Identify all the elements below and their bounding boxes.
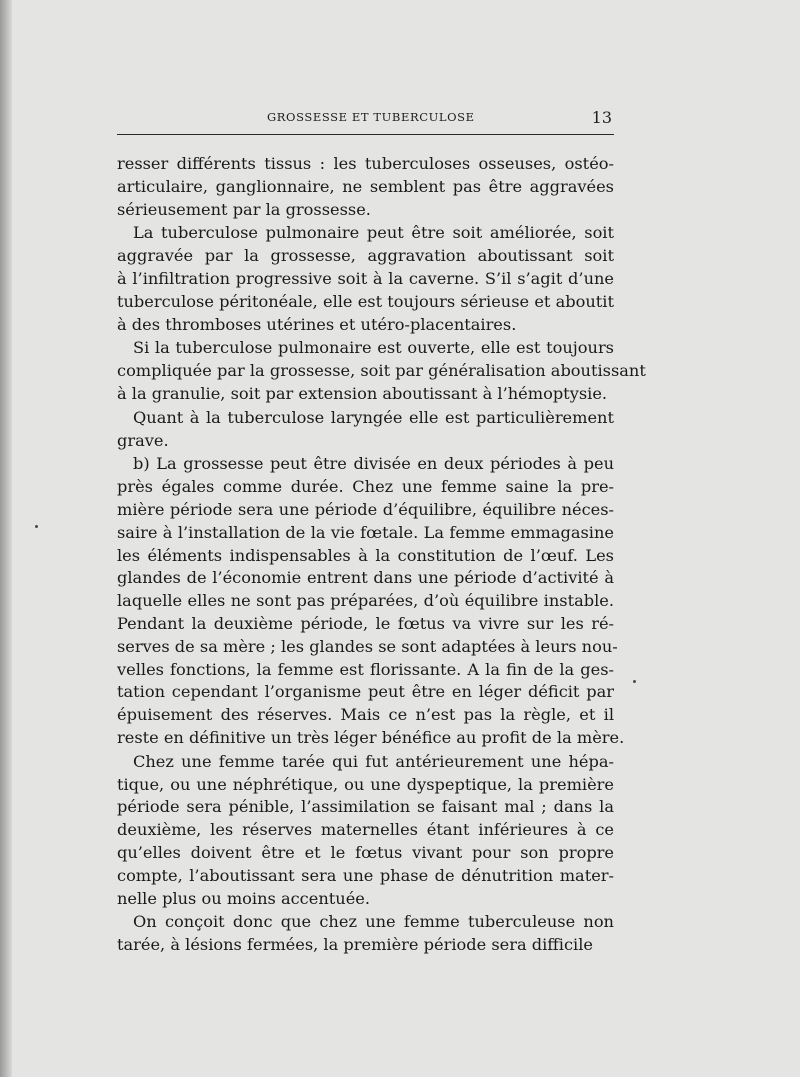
paragraph bbox=[117, 751, 614, 911]
text-line: les éléments indispensables à la constitution de l’œuf. Les bbox=[117, 545, 614, 565]
text-line: près égales comme durée. Chez une femme saine la pre- bbox=[117, 477, 614, 497]
running-head: GROSSESSE ET TUBERCULOSE bbox=[267, 110, 475, 124]
text-line: à l’infiltration progressive soit à la caverne. S’il s’agit d’une bbox=[117, 268, 614, 288]
header-rule bbox=[117, 134, 614, 135]
text-line: resser différents tissus : les tuberculoses osseuses, ostéo- bbox=[117, 154, 614, 173]
paragraph bbox=[117, 453, 625, 749]
text-line: Pendant la deuxième période, le fœtus va vivre sur les ré- bbox=[117, 613, 614, 633]
text-line: sérieusement par la grossesse. bbox=[117, 199, 371, 219]
text-line: deuxième, les réserves maternelles étant inférieures à ce bbox=[117, 820, 614, 840]
text-line: compliquée par la grossesse, soit par généralisation aboutissant bbox=[117, 361, 646, 381]
text-line: articulaire, ganglionnaire, ne semblent pas être aggravées bbox=[117, 176, 614, 196]
text-line: tique, ou une néphrétique, ou une dyspeptique, la première bbox=[117, 774, 614, 794]
text-line: Quant à la tuberculose laryngée elle est particulièrement bbox=[133, 407, 614, 427]
text-line: tuberculose péritonéale, elle est toujours sérieuse et aboutit bbox=[117, 291, 614, 311]
paragraph bbox=[117, 153, 614, 221]
text-line: à des thromboses utérines et utéro-placentaires. bbox=[117, 314, 517, 334]
page-number: 13 bbox=[591, 108, 612, 127]
paragraph bbox=[117, 222, 614, 336]
paragraph bbox=[117, 911, 614, 957]
text-line: période sera pénible, l’assimilation se faisant mal ; dans la bbox=[117, 797, 614, 817]
text-line: serves de sa mère ; les glandes se sont adaptées à leurs nou- bbox=[117, 636, 618, 656]
text-line: glandes de l’économie entrent dans une période d’activité à bbox=[117, 568, 614, 588]
paragraph bbox=[117, 337, 646, 405]
text-line: nelle plus ou moins accentuée. bbox=[117, 888, 370, 908]
text-line: reste en définitive un très léger bénéfice au profit de la mère. bbox=[117, 727, 625, 747]
text-line: velles fonctions, la femme est florissante. A la fin de la ges- bbox=[117, 659, 614, 679]
body-text bbox=[117, 153, 646, 957]
text-line: épuisement des réserves. Mais ce n’est pas la règle, et il bbox=[117, 705, 614, 725]
text-line: b) La grossesse peut être divisée en deux périodes à peu bbox=[133, 454, 614, 474]
page-edge-shadow bbox=[0, 0, 12, 1077]
speck bbox=[35, 525, 38, 528]
text-line: aggravée par la grossesse, aggravation aboutissant soit bbox=[117, 246, 614, 266]
text-line: grave. bbox=[117, 430, 169, 450]
text-line: mière période sera une période d’équilibre, équilibre néces- bbox=[117, 499, 614, 519]
text-line: La tuberculose pulmonaire peut être soit améliorée, soit bbox=[133, 223, 614, 243]
text-line: qu’elles doivent être et le fœtus vivant pour son propre bbox=[117, 842, 614, 862]
text-line: On conçoit donc que chez une femme tuberculeuse non bbox=[133, 912, 614, 932]
text-line: Si la tuberculose pulmonaire est ouverte, elle est toujours bbox=[133, 338, 614, 358]
page-header bbox=[117, 110, 614, 132]
text-line: à la granulie, soit par extension aboutissant à l’hémoptysie. bbox=[117, 383, 608, 403]
text-line: laquelle elles ne sont pas préparées, d’où équilibre instable. bbox=[117, 591, 614, 611]
text-line: tation cependant l’organisme peut être en léger déficit par bbox=[117, 682, 614, 702]
text-line: saire à l’installation de la vie fœtale. La femme emmagasine bbox=[117, 522, 614, 542]
text-line: compte, l’aboutissant sera une phase de dénutrition mater- bbox=[117, 865, 614, 885]
speck bbox=[633, 680, 636, 683]
text-line: Chez une femme tarée qui fut antérieurement une hépa- bbox=[133, 751, 614, 771]
text-line: tarée, à lésions fermées, la première période sera difficile bbox=[117, 935, 593, 955]
paragraph bbox=[117, 407, 614, 453]
